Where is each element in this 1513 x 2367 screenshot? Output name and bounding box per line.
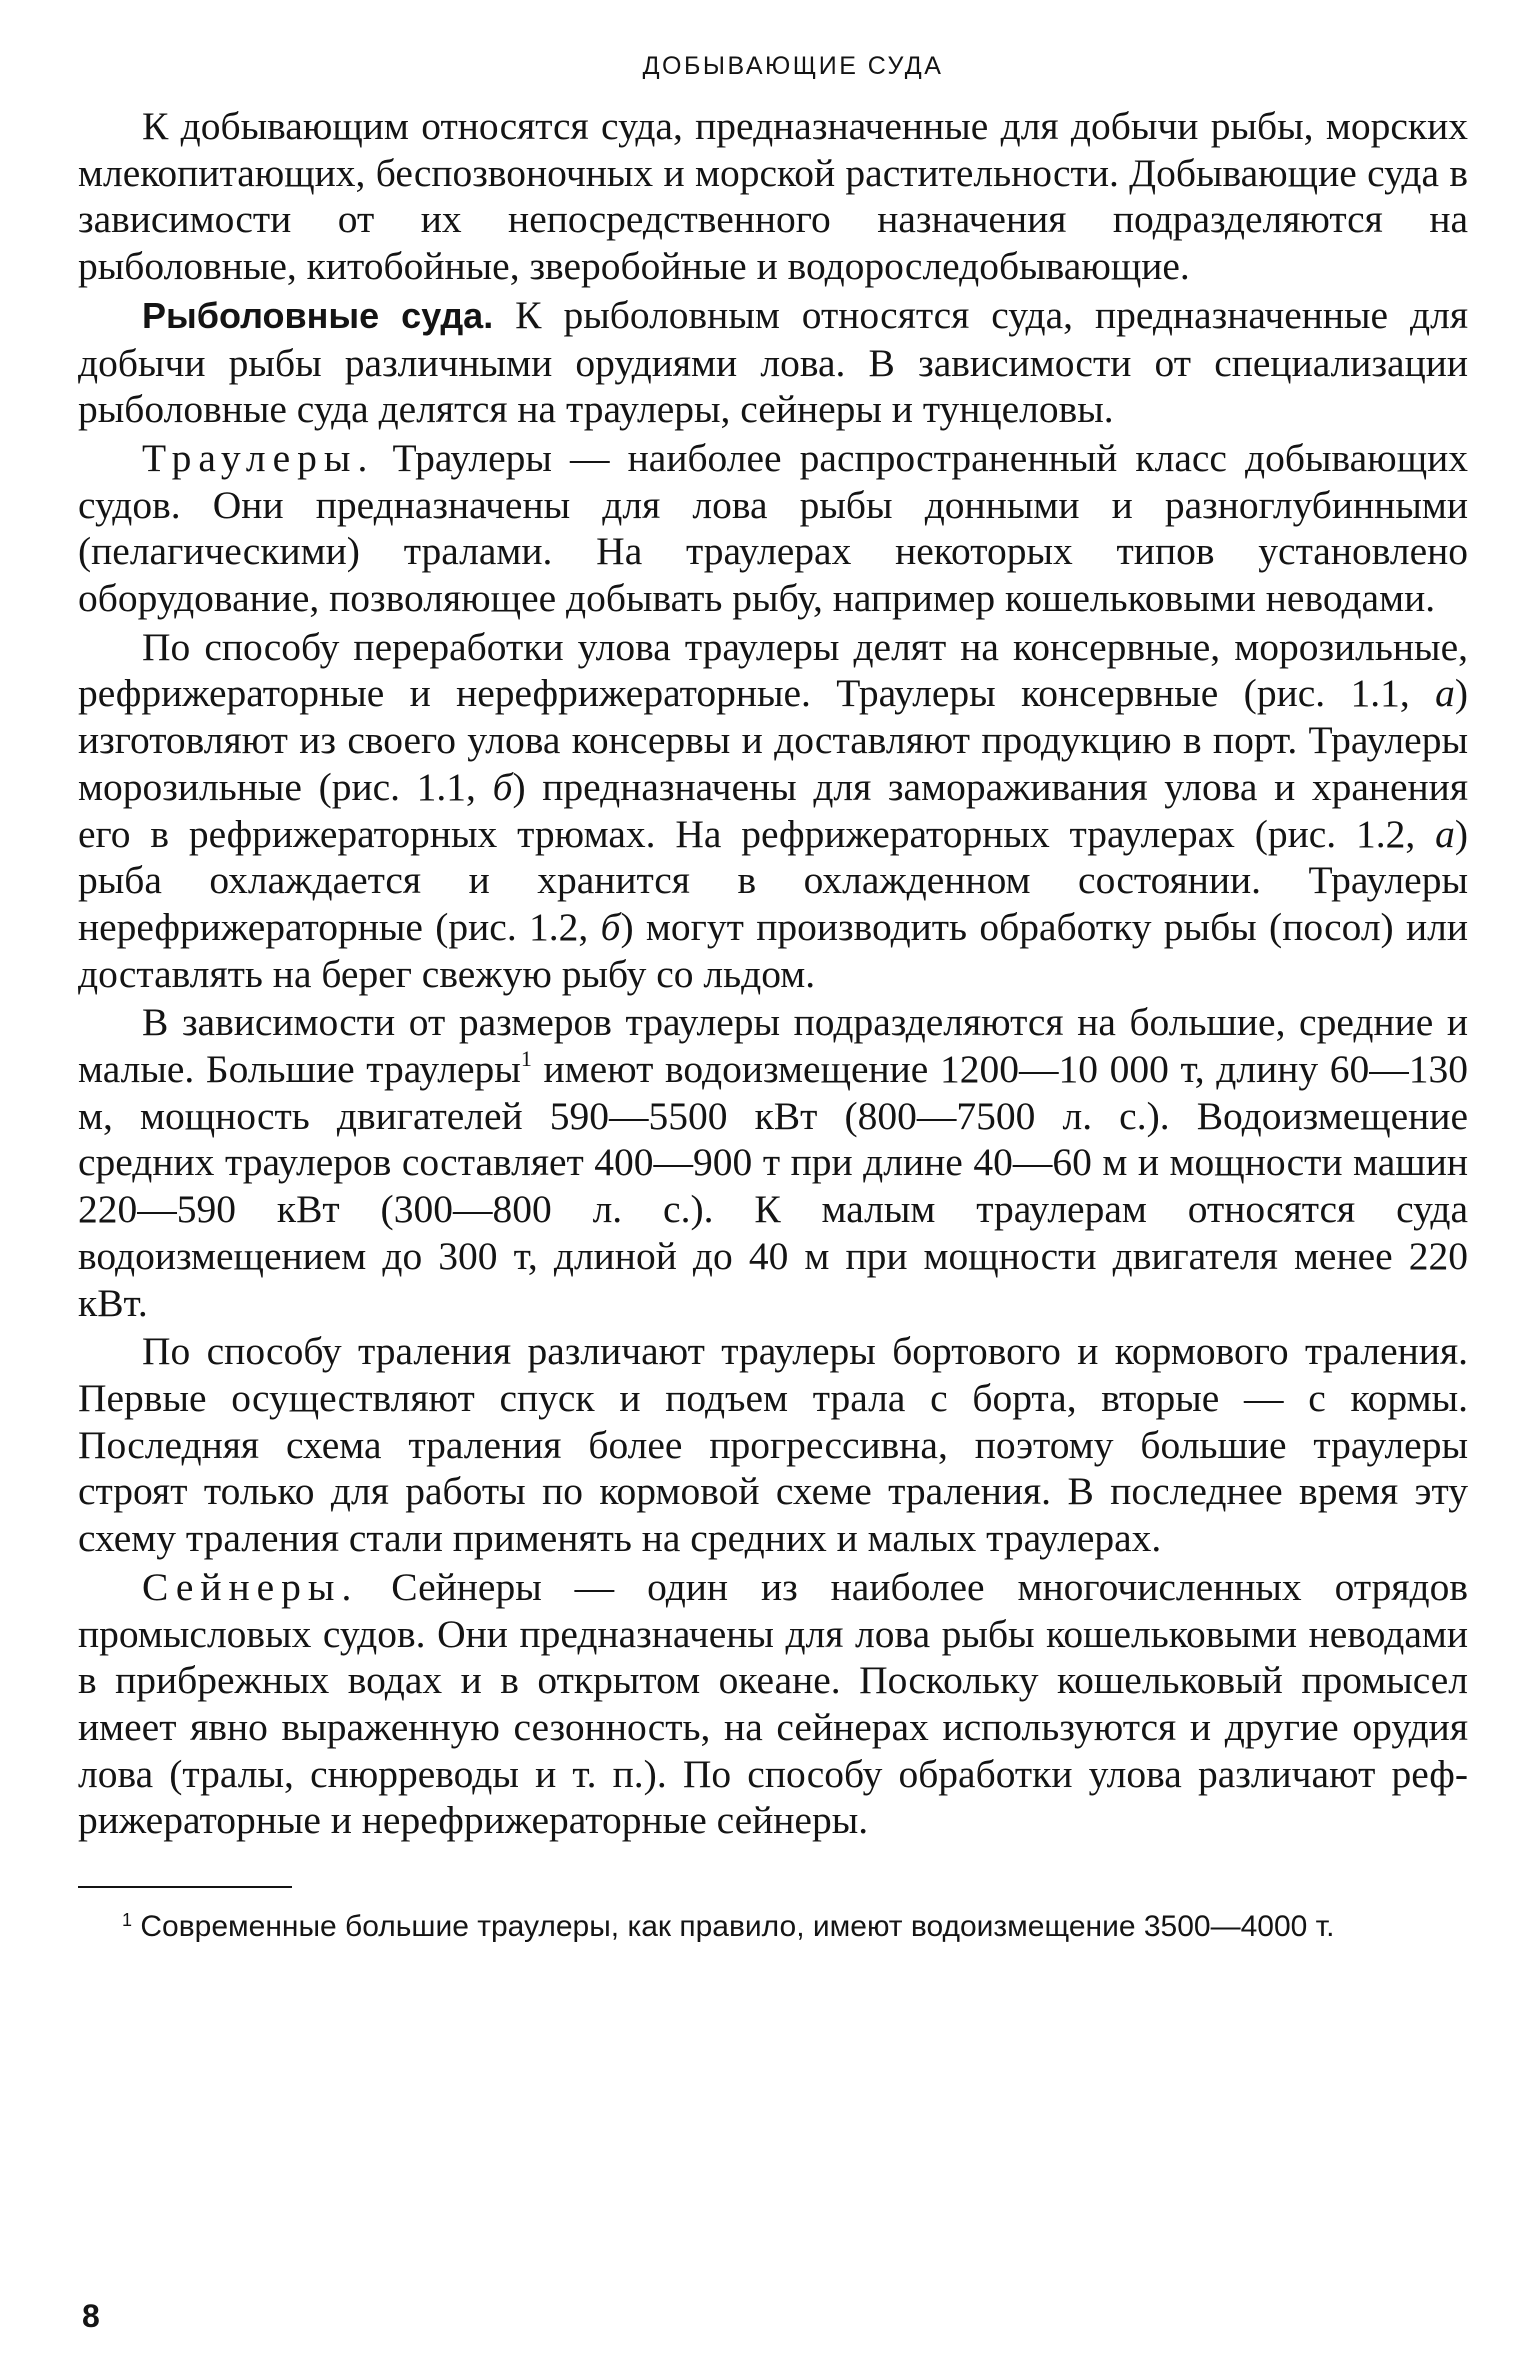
text-run: По способу траления различают траулеры бортового и кормового траления. Первые осуществляют спуск и подъем трала с борта, вторые — с кормы. Последняя схема траления более прогрессивна, поэтому большие траулеры строят только для работы по кормовой схеме траления. В последнее время эту схему траления стали применять на средних и малых траулерах. xyxy=(78,1329,1468,1561)
section-heading-fishing-vessels: Рыболовные суда. xyxy=(142,294,494,336)
footnote-ref: 1 xyxy=(520,1046,532,1072)
section-heading-seiners: Сейнеры. xyxy=(142,1564,359,1609)
paragraph-trawling-methods xyxy=(78,1328,1468,1562)
footnote-divider xyxy=(78,1886,292,1888)
paragraph-fishing-vessels xyxy=(78,292,1468,433)
paragraph-trawlers-text: Траулеры — наиболее распространенный класс добывающих судов. Они предназначены для лова рыбы донными и разноглубинными (пелагическими) тралами. На траулерах некоторых типов установлено оборудование, позволяющее добывать рыбу, например кошельковыми неводами. xyxy=(78,435,1468,621)
paragraph-trawlers xyxy=(78,435,1468,622)
figure-ref-letter: а xyxy=(1435,811,1455,856)
figure-ref-letter: б xyxy=(600,904,621,949)
paragraph-intro-text: К добывающим относятся суда, предназначенные для добычи рыбы, морских млекопитающих, беспозвоночных и морской растительности. Добывающие суда в зависимости от их непосредственного назначения подразделяются на рыболовные, китобойные, зверобойные и водороследобывающие. xyxy=(78,104,1468,289)
paragraph-trawler-sizes xyxy=(78,999,1468,1326)
paragraph-seiners xyxy=(78,1564,1468,1844)
page-number: 8 xyxy=(82,2298,100,2334)
paragraph-fishing-vessels-text: К рыболовным относятся суда, предназначенные для добычи рыбы различными орудиями лова. В зависимости от специализации рыболовные суда делятся на траулеры, сейнеры и тунцеловы. xyxy=(78,292,1469,432)
text-run: В зависимости от размеров траулеры подразделяются на большие, средние и малые. Большие траулеры xyxy=(78,1000,1468,1092)
text-run: ) изготовляют из своего улова консервы и доставляют продукцию в порт. Траулеры морозильные (рис. 1.1, xyxy=(78,671,1468,809)
figure-ref-letter: б xyxy=(492,764,513,809)
text-run: ) предназначены для замораживания улова и хранения его в рефрижераторных трюмах. На рефрижераторных траулерах (рис. 1.2, xyxy=(78,764,1468,856)
text-run: имеют водоизмещение 1200—10 000 т, длину 60—130 м, мощность двигателей 590—5500 кВт (800—7500 л. с.). Водоизмещение средних траулеров составляет 400—900 т при длине 40—60 м и мощности машин 220—590 кВт (300—800 л. с.). К малым траулерам относятся суда водоизмещением до 300 т, длиной до 40 м при мощности двигателя менее 220 кВт. xyxy=(78,1047,1468,1325)
footnote-marker: 1 xyxy=(122,1910,133,1931)
paragraph-processing-types xyxy=(78,624,1468,998)
text-run: По способу переработки улова траулеры делят на консервные, морозильные, рефрижераторные и нерефрижераторные. Траулеры консервные (рис. 1.1, xyxy=(78,624,1468,716)
figure-ref-letter: а xyxy=(1435,671,1455,716)
page xyxy=(78,52,1468,1946)
text-run: ) рыба охлаждается и хранится в охлажденном состоянии. Траулеры нерефрижераторные (рис. 1.2, xyxy=(78,811,1468,949)
paragraph-seiners-text: Сейнеры — один из наиболее многочисленных отрядов промысловых судов. Они предназначены для лова рыбы кошельковыми неводами в прибрежных водах и в открытом океане. Поскольку кошельковый промысел имеет явно выраженную сезонность, на сейнерах используются и другие орудия лова (тралы, снюрреводы и т. п.). По способу обработки улова различают рефрижераторные и нерефрижераторные сейнеры. xyxy=(78,1564,1468,1843)
footnote-text: Современные большие траулеры, как правило, имеют водоизмещение 3500—4000 т. xyxy=(132,1910,1335,1944)
footnote xyxy=(78,1908,1458,1946)
text-run: ) могут производить обработку рыбы (посол) или доставлять на берег свежую рыбу со льдом. xyxy=(78,904,1468,996)
section-heading-trawlers: Траулеры. xyxy=(142,435,375,480)
paragraph-intro xyxy=(78,103,1468,290)
running-head: ДОБЫВАЮЩИЕ СУДА xyxy=(642,52,944,80)
